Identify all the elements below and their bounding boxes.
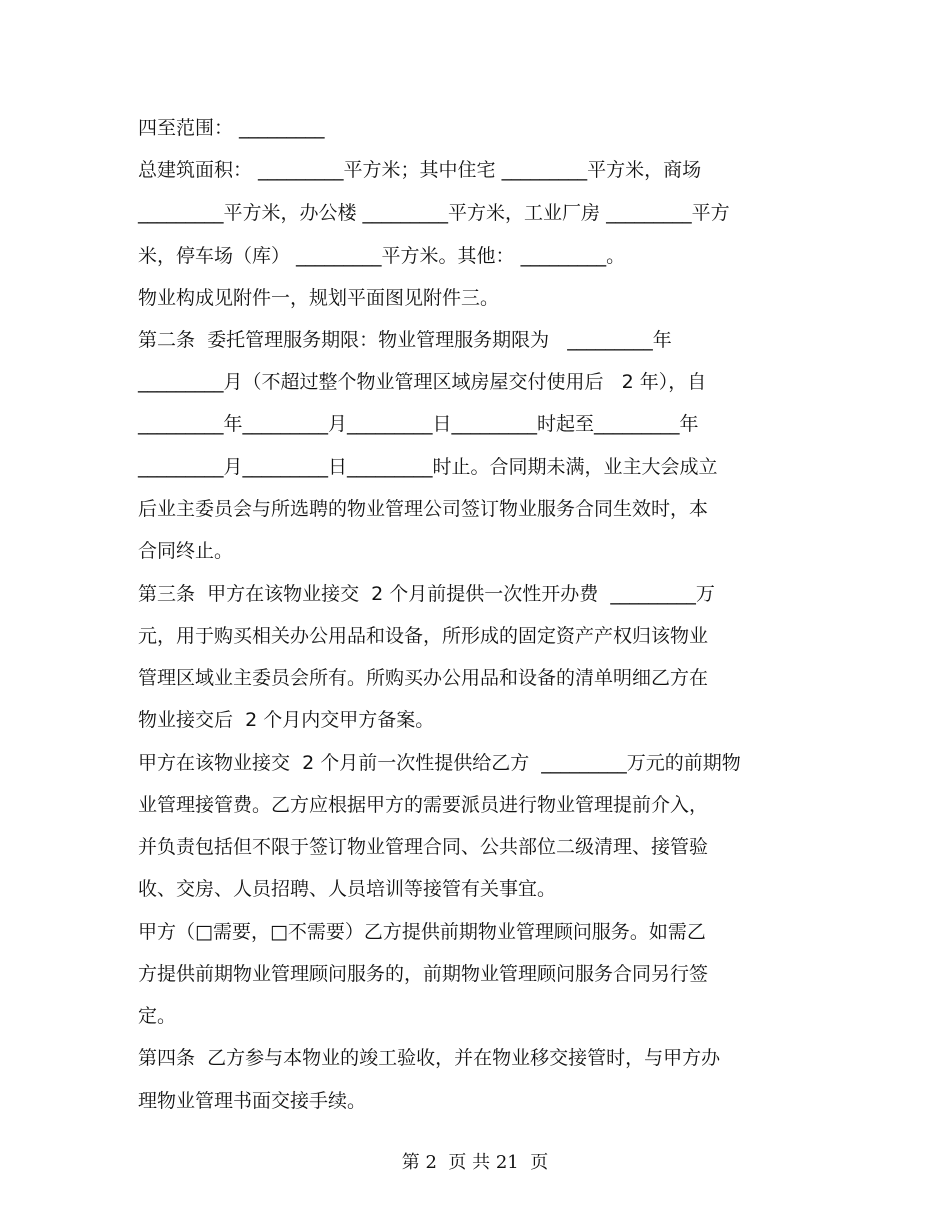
text-line: 米，停车场（库） _________平方米。其他： _________。	[138, 245, 626, 267]
text-line: 定。	[138, 1005, 177, 1027]
text-line: _________年_________月_________日_________时起至_________年	[138, 413, 699, 435]
text-line: 管理区域业主委员会所有。所购买办公用品和设备的清单明细乙方在	[138, 667, 709, 689]
page-number-footer: 第 2 页 共 21 页	[401, 1152, 549, 1173]
text-line: _________月_________日_________时止。合同期未满，业主大会成立	[138, 456, 718, 478]
text-line: 四至范围： _________	[138, 117, 325, 139]
text-line: 物业接交后 2 个月内交甲方备案。	[138, 709, 435, 731]
text-line: 总建筑面积： _________平方米；其中住宅 _________平方米，商场	[138, 159, 702, 181]
text-line: 方提供前期物业管理顾问服务的，前期物业管理顾问服务合同另行签	[138, 963, 709, 985]
text-line: 业管理接管费。乙方应根据甲方的需要派员进行物业管理提前介入，	[138, 794, 709, 816]
text-line: 甲方（□需要，□不需要）乙方提供前期物业管理顾问服务。如需乙	[138, 921, 706, 943]
text-line: 理物业管理书面交接手续。	[138, 1090, 367, 1112]
text-line: _________平方米，办公楼 _________平方米，工业厂房 _________平方	[138, 202, 730, 224]
text-line: 第四条 乙方参与本物业的竣工验收，并在物业移交接管时，与甲方办	[138, 1047, 721, 1069]
text-line: 第二条 委托管理服务期限：物业管理服务期限为 _________年	[138, 329, 672, 351]
text-line: 收、交房、人员招聘、人员培训等接管有关事宜。	[138, 878, 557, 900]
text-line: 物业构成见附件一，规划平面图见附件三。	[138, 287, 500, 309]
text-line: 并负责包括但不限于签订物业管理合同、公共部位二级清理、接管验	[138, 836, 709, 858]
text-line: 合同终止。	[138, 540, 234, 562]
text-line: 后业主委员会与所选聘的物业管理公司签订物业服务合同生效时，本	[138, 498, 709, 520]
text-line: 第三条 甲方在该物业接交 2 个月前提供一次性开办费 _________万	[138, 583, 715, 605]
text-line: 甲方在该物业接交 2 个月前一次性提供给乙方 _________万元的前期物	[138, 752, 741, 774]
text-line: _________月（不超过整个物业管理区域房屋交付使用后 2 年），自	[138, 371, 707, 393]
text-line: 元，用于购买相关办公用品和设备，所形成的固定资产产权归该物业	[138, 625, 709, 647]
